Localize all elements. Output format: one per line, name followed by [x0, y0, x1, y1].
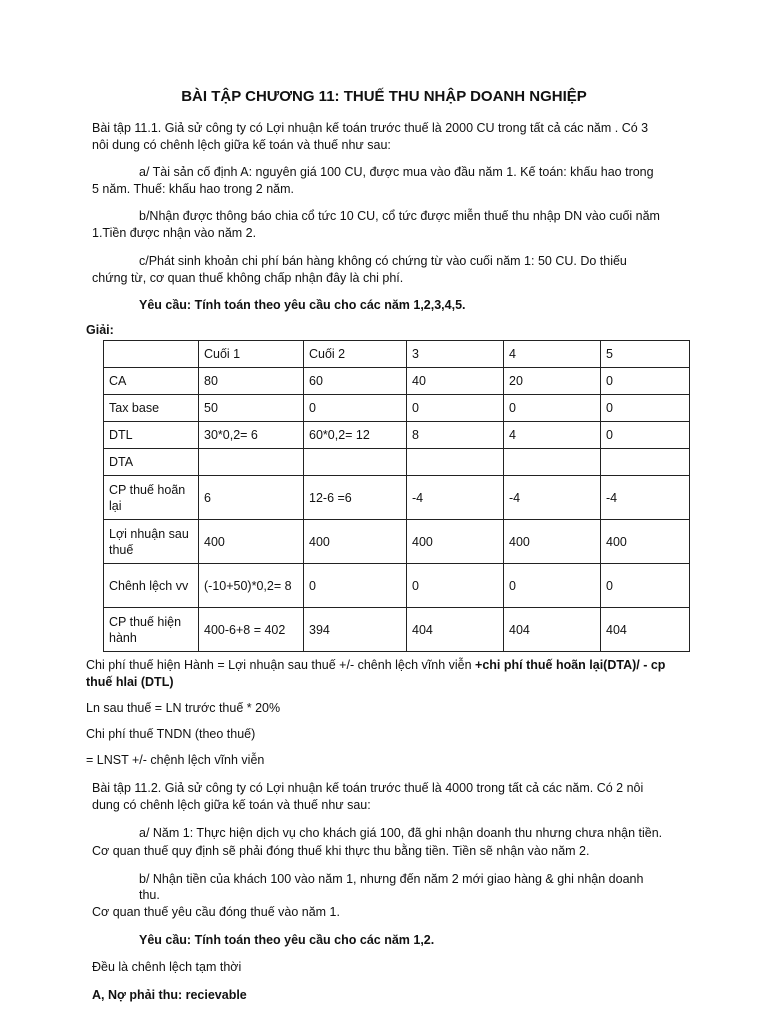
table-cell: 40 [407, 368, 504, 395]
table-row [104, 608, 690, 652]
table-cell: 400 [601, 520, 690, 564]
table-row [104, 449, 690, 476]
table-row [104, 564, 690, 608]
row-label: Lợi nhuận sau thuế [104, 520, 199, 564]
table-cell: 60 [304, 368, 407, 395]
table-cell [407, 449, 504, 476]
table-cell: 404 [407, 608, 504, 652]
table-cell: 0 [504, 395, 601, 422]
formula-bold-text: +chi phí thuế hoãn lại(DTA)/ - cp [475, 658, 666, 672]
ln-after-tax-note: Ln sau thuế = LN trước thuế * 20% [86, 701, 281, 715]
table-cell: 0 [407, 395, 504, 422]
ex1-item-a-line-2: 5 năm. Thuế: khấu hao trong 2 năm. [92, 182, 294, 196]
solution-label: Giải: [86, 323, 114, 337]
table-cell: 20 [504, 368, 601, 395]
formula-line-2: thuế hlai (DTL) [86, 675, 174, 689]
table-cell: 0 [407, 564, 504, 608]
table-cell: 394 [304, 608, 407, 652]
ex1-intro-line-1: Bài tập 11.1. Giả sử công ty có Lợi nhuận kế toán trước thuế là 2000 CU trong tất cả các năm . Có 3 [92, 121, 649, 135]
ex2-intro-line-1: Bài tập 11.2. Giả sử công ty có Lợi nhuận kế toán trước thuế là 4000 trong tất cả các năm. Có 2 nôi [92, 781, 644, 795]
table-row [104, 395, 690, 422]
ex2-temporary-note: Đều là chênh lệch tạm thời [92, 960, 242, 974]
row-label: CA [104, 368, 199, 395]
table-cell: 0 [504, 564, 601, 608]
ex2-intro-line-2: dung có chênh lệch giữa kế toán và thuế như sau: [92, 798, 371, 812]
table-header-row [104, 341, 690, 368]
table-cell: 400 [407, 520, 504, 564]
table-cell: 6 [199, 476, 304, 520]
ex2-item-b-line-1: b/ Nhận tiền của khách 100 vào năm 1, nhưng đến năm 2 mới giao hàng & ghi nhận doanh [139, 872, 644, 886]
table-cell: 404 [601, 608, 690, 652]
table-cell [504, 449, 601, 476]
ex1-item-a-line-1: a/ Tài sản cố định A: nguyên giá 100 CU, được mua vào đầu năm 1. Kế toán: khấu hao trong [139, 165, 654, 179]
table-cell: 8 [407, 422, 504, 449]
ex2-item-b-line-2: thu. [139, 888, 160, 902]
table-cell: 12-6 =6 [304, 476, 407, 520]
table-cell: 0 [304, 395, 407, 422]
table-header-cell: Cuối 1 [199, 341, 304, 368]
table-header-cell: 5 [601, 341, 690, 368]
row-label: CP thuế hiện hành [104, 608, 199, 652]
ex1-item-b-line-1: b/Nhận được thông báo chia cổ tức 10 CU, cổ tức được miễn thuế thu nhập DN vào cuối năm [139, 209, 660, 223]
table-cell [199, 449, 304, 476]
ex1-intro-line-2: nôi dung có chênh lệch giữa kế toán và thuế như sau: [92, 138, 391, 152]
deferred-tax-table [103, 340, 690, 652]
table-row [104, 368, 690, 395]
table-cell: 404 [504, 608, 601, 652]
ex2-item-a-line-1: a/ Năm 1: Thực hiện dịch vụ cho khách giá 100, đã ghi nhận doanh thu nhưng chưa nhận tiền. [139, 826, 663, 840]
page-title: BÀI TẬP CHƯƠNG 11: THUẾ THU NHẬP DOANH NGHIỆP [181, 88, 587, 105]
table-cell [104, 341, 199, 368]
table-cell: 50 [199, 395, 304, 422]
table-header-cell: 4 [504, 341, 601, 368]
row-label: CP thuế hoãn lại [104, 476, 199, 520]
table-cell: 0 [601, 564, 690, 608]
table-cell [304, 449, 407, 476]
table-cell: -4 [601, 476, 690, 520]
formula-line-1 [86, 657, 665, 674]
table-cell: 400 [304, 520, 407, 564]
lnst-note: = LNST +/- chệnh lệch vĩnh viễn [86, 753, 265, 767]
table-row [104, 422, 690, 449]
row-label: DTA [104, 449, 199, 476]
row-label: DTL [104, 422, 199, 449]
ex2-section-a-heading: A, Nợ phải thu: recievable [92, 988, 247, 1002]
cp-tndn-note: Chi phí thuế TNDN (theo thuế) [86, 727, 256, 741]
table-row [104, 476, 690, 520]
table-cell: 4 [504, 422, 601, 449]
ex2-item-a-line-2: Cơ quan thuế quy định sẽ phải đóng thuế khi thực thu bằng tiền. Tiền sẽ nhận vào năm 2. [92, 844, 590, 858]
table-cell: 0 [304, 564, 407, 608]
ex1-item-c-line-2: chứng từ, cơ quan thuế không chấp nhận đây là chi phí. [92, 271, 404, 285]
table-cell: (-10+50)*0,2= 8 [199, 564, 304, 608]
table-cell: 30*0,2= 6 [199, 422, 304, 449]
table-cell: 0 [601, 422, 690, 449]
ex1-item-c-line-1: c/Phát sinh khoản chi phí bán hàng không có chứng từ vào cuối năm 1: 50 CU. Do thiếu [139, 254, 627, 268]
table-cell [601, 449, 690, 476]
table-cell: 0 [601, 395, 690, 422]
table-cell: 400 [199, 520, 304, 564]
table-row [104, 520, 690, 564]
table-cell: 80 [199, 368, 304, 395]
ex1-requirement: Yêu cầu: Tính toán theo yêu cầu cho các năm 1,2,3,4,5. [139, 298, 466, 312]
table-header-cell: 3 [407, 341, 504, 368]
table-cell: -4 [407, 476, 504, 520]
ex2-item-b-line-3: Cơ quan thuế yêu cầu đóng thuế vào năm 1. [92, 905, 340, 919]
ex1-item-b-line-2: 1.Tiền được nhận vào năm 2. [92, 226, 257, 240]
row-label: Chênh lệch vv [104, 564, 199, 608]
table-header-cell: Cuối 2 [304, 341, 407, 368]
table-cell: 400 [504, 520, 601, 564]
ex2-requirement: Yêu cầu: Tính toán theo yêu cầu cho các năm 1,2. [139, 933, 435, 947]
row-label: Tax base [104, 395, 199, 422]
table-cell: 60*0,2= 12 [304, 422, 407, 449]
table-cell: -4 [504, 476, 601, 520]
formula-text: Chi phí thuế hiện Hành = Lợi nhuận sau thuế +/- chênh lệch vĩnh viễn [86, 658, 476, 672]
table-cell: 400-6+8 = 402 [199, 608, 304, 652]
table-cell: 0 [601, 368, 690, 395]
